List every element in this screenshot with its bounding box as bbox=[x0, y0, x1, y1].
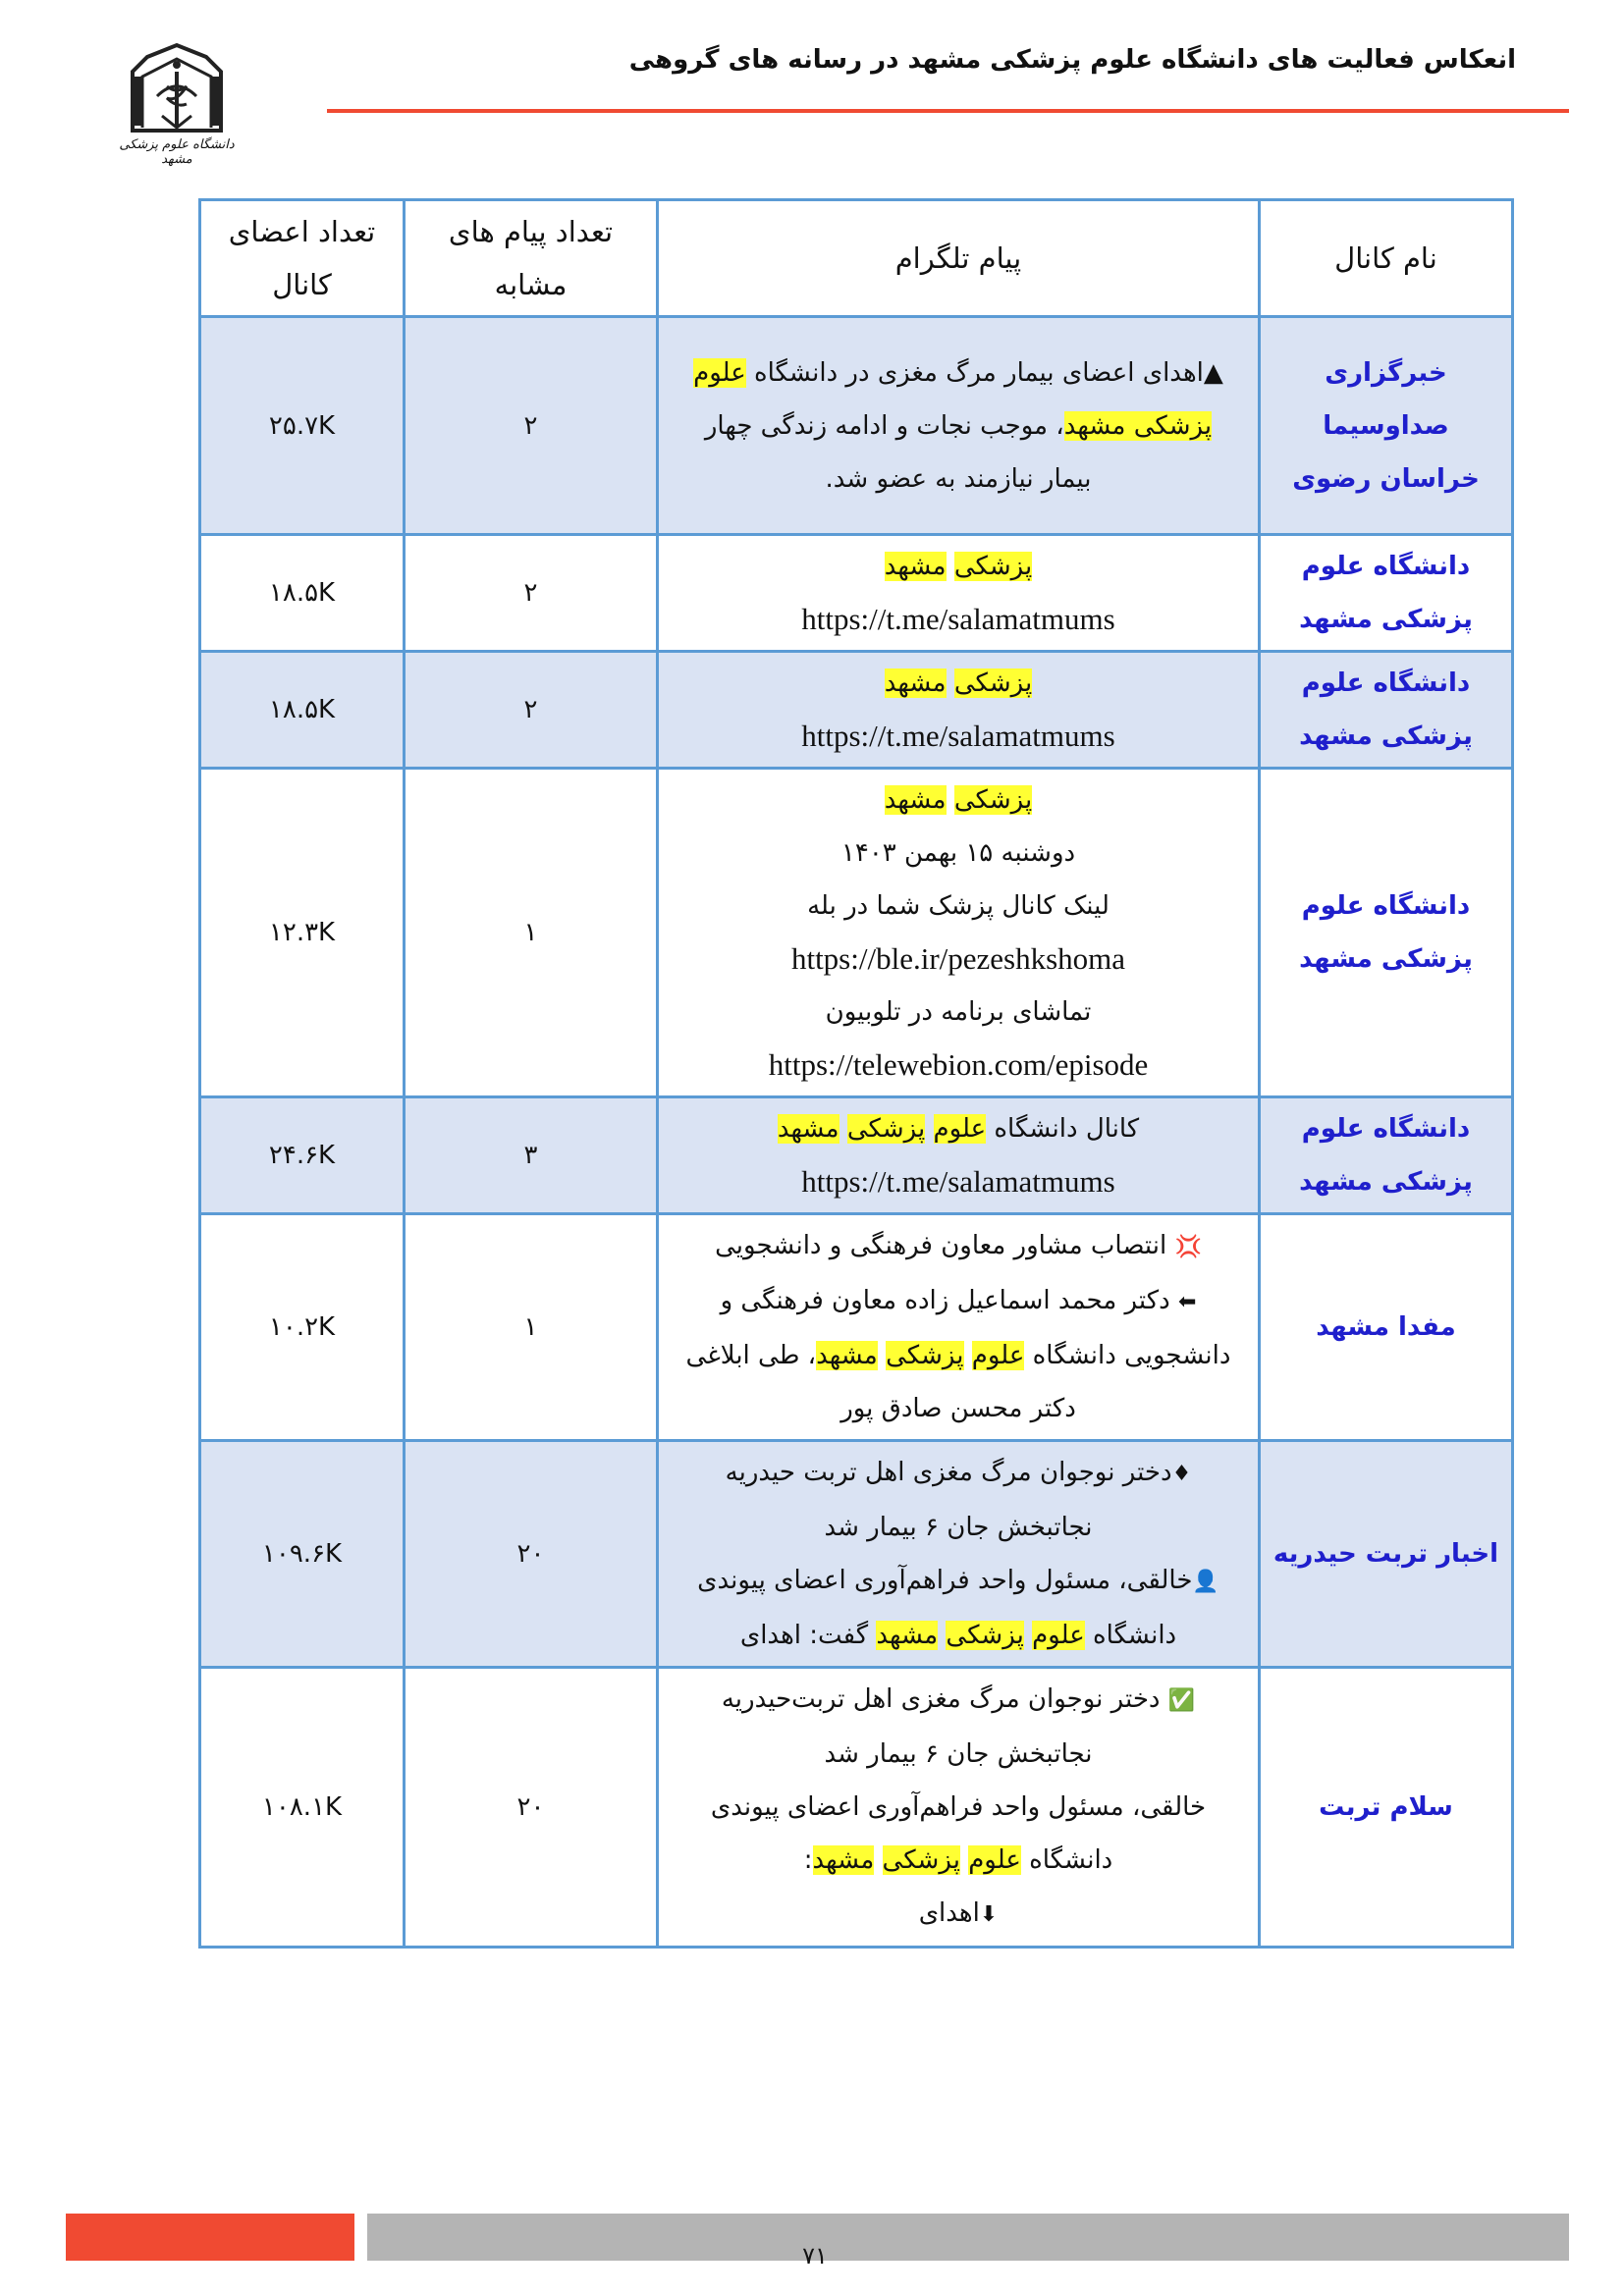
table-row bbox=[200, 1668, 1513, 1948]
message-line bbox=[669, 1834, 1248, 1887]
message-text bbox=[874, 1845, 882, 1875]
message-cell bbox=[658, 317, 1260, 535]
emoji-icon: ⬇ bbox=[979, 1902, 999, 1927]
similar-count-cell: ۱ bbox=[405, 769, 658, 1097]
message-line bbox=[669, 453, 1248, 506]
message-line bbox=[669, 1274, 1248, 1329]
highlighted-keyword: پزشکی bbox=[953, 668, 1033, 698]
message-cell bbox=[658, 652, 1260, 769]
message-line bbox=[669, 540, 1248, 593]
page-header-title: انعکاس فعالیت های دانشگاه علوم پزشکی مشهد در رسانه های گروهی bbox=[628, 45, 1516, 75]
message-text: دختر نوجوان مرگ مغزی اهل تربت‌حیدریه bbox=[721, 1684, 1168, 1714]
message-text: دانشگاه bbox=[1020, 1845, 1113, 1875]
message-line bbox=[669, 1887, 1248, 1942]
message-text bbox=[878, 1341, 886, 1370]
message-text: اهدای اعضای بیمار مرگ مغزی در دانشگاه bbox=[745, 357, 1204, 388]
message-line bbox=[669, 1781, 1248, 1834]
member-count-cell: ۱۰۸.۱K bbox=[200, 1668, 405, 1948]
message-line bbox=[669, 1446, 1248, 1501]
table-header-row bbox=[200, 200, 1513, 317]
message-line bbox=[669, 657, 1248, 710]
message-link: https://t.me/salamatmums bbox=[801, 719, 1115, 753]
member-count-cell: ۲۵.۷K bbox=[200, 317, 405, 535]
similar-count-cell: ۲ bbox=[405, 317, 658, 535]
message-text: لینک کانال پزشک شما در بله bbox=[807, 891, 1110, 921]
message-cell bbox=[658, 769, 1260, 1097]
channel-name-cell: مفدا مشهد bbox=[1260, 1214, 1513, 1441]
message-text bbox=[947, 785, 954, 815]
channel-name-cell: خبرگزاری صداوسیما خراسان رضوی bbox=[1260, 317, 1513, 535]
message-cell bbox=[658, 535, 1260, 652]
header-similar: تعداد پیام های مشابه bbox=[405, 200, 658, 317]
header-channel: نام کانال bbox=[1260, 200, 1513, 317]
message-line bbox=[669, 347, 1248, 400]
message-text bbox=[947, 552, 954, 581]
footer-red-bar bbox=[66, 2214, 354, 2261]
header-message: پیام تلگرام bbox=[658, 200, 1260, 317]
channel-name-cell: دانشگاه علوم پزشکی مشهد bbox=[1260, 769, 1513, 1097]
message-link: https://ble.ir/pezeshkshoma bbox=[790, 941, 1126, 976]
message-text: انتصاب مشاور معاون فرهنگی و دانشجویی bbox=[715, 1231, 1175, 1260]
message-line bbox=[669, 1102, 1248, 1155]
channel-name-cell: دانشگاه علوم پزشکی مشهد bbox=[1260, 1097, 1513, 1214]
message-cell bbox=[658, 1668, 1260, 1948]
similar-count-cell: ۲ bbox=[405, 535, 658, 652]
message-link: https://t.me/salamatmums bbox=[801, 1164, 1115, 1199]
message-cell bbox=[658, 1097, 1260, 1214]
message-text: گفت: اهدای bbox=[739, 1621, 877, 1650]
message-line bbox=[669, 774, 1248, 827]
highlighted-keyword: علوم bbox=[971, 1341, 1025, 1370]
emoji-icon: ✅ bbox=[1167, 1688, 1196, 1713]
similar-count-cell: ۲ bbox=[405, 652, 658, 769]
highlighted-keyword: مشهد bbox=[884, 668, 947, 698]
highlighted-keyword: علوم bbox=[933, 1114, 987, 1144]
emoji-icon: ⬅ bbox=[1177, 1290, 1197, 1314]
message-line bbox=[669, 880, 1248, 933]
emoji-icon: 💢 bbox=[1174, 1235, 1202, 1259]
message-link: https://telewebion.com/episode bbox=[768, 1047, 1149, 1082]
table-row bbox=[200, 652, 1513, 769]
table-row bbox=[200, 317, 1513, 535]
member-count-cell: ۲۴.۶K bbox=[200, 1097, 405, 1214]
message-text bbox=[1024, 1621, 1032, 1650]
table-row bbox=[200, 535, 1513, 652]
table-body bbox=[200, 317, 1513, 1948]
message-text bbox=[964, 1341, 972, 1370]
message-text: بیمار نیازمند به عضو شد. bbox=[825, 463, 1092, 494]
highlighted-keyword: مشهد bbox=[812, 1845, 875, 1875]
channel-name-cell: سلام تربت bbox=[1260, 1668, 1513, 1948]
message-line bbox=[669, 1554, 1248, 1609]
message-line bbox=[669, 1219, 1248, 1274]
message-text bbox=[839, 1114, 847, 1144]
message-text: کانال دانشگاه bbox=[986, 1114, 1140, 1144]
highlighted-keyword: مشهد bbox=[884, 785, 947, 815]
emoji-icon: 👤 bbox=[1192, 1570, 1219, 1594]
highlighted-keyword: پزشکی مشهد bbox=[1063, 410, 1213, 441]
message-line bbox=[669, 1673, 1248, 1728]
highlighted-keyword: علوم bbox=[968, 1845, 1021, 1875]
message-text bbox=[960, 1845, 968, 1875]
member-count-cell: ۱۰.۲K bbox=[200, 1214, 405, 1441]
message-line bbox=[669, 1728, 1248, 1781]
message-text: اهدای bbox=[918, 1898, 980, 1928]
message-text: خالقی، مسئول واحد فراهم‌آوری اعضای پیوندی bbox=[697, 1566, 1193, 1595]
highlighted-keyword: مشهد bbox=[816, 1341, 878, 1370]
message-link: https://t.me/salamatmums bbox=[801, 602, 1115, 636]
message-text: نجاتبخش جان ۶ بیمار شد bbox=[824, 1513, 1093, 1542]
message-line bbox=[669, 827, 1248, 880]
message-line bbox=[669, 986, 1248, 1039]
message-text bbox=[925, 1114, 933, 1144]
channel-name-cell: دانشگاه علوم پزشکی مشهد bbox=[1260, 535, 1513, 652]
similar-count-cell: ۱ bbox=[405, 1214, 658, 1441]
highlighted-keyword: پزشکی bbox=[886, 1341, 964, 1370]
highlighted-keyword: پزشکی bbox=[946, 1621, 1024, 1650]
message-line bbox=[669, 1501, 1248, 1554]
message-text: نجاتبخش جان ۶ بیمار شد bbox=[824, 1739, 1093, 1769]
telegram-channels-table bbox=[198, 198, 1514, 1949]
message-text: تماشای برنامه در تلوبیون bbox=[825, 997, 1092, 1027]
message-text: دانشجویی دانشگاه bbox=[1024, 1341, 1231, 1370]
highlighted-keyword: پزشکی bbox=[953, 785, 1033, 815]
table-row bbox=[200, 1441, 1513, 1668]
message-text: ▲ bbox=[1203, 357, 1223, 388]
member-count-cell: ۱۸.۵K bbox=[200, 652, 405, 769]
message-cell bbox=[658, 1441, 1260, 1668]
message-text: خالقی، مسئول واحد فراهم‌آوری اعضای پیوندی bbox=[710, 1792, 1207, 1822]
message-text bbox=[947, 668, 954, 698]
logo-caption: دانشگاه علوم پزشکی مشهد bbox=[119, 137, 235, 167]
message-text: دختر نوجوان مرگ مغزی اهل تربت حیدریه bbox=[725, 1458, 1172, 1487]
highlighted-keyword: مشهد bbox=[884, 552, 947, 581]
emoji-icon: ♦ bbox=[1171, 1462, 1192, 1486]
highlighted-keyword: پزشکی bbox=[882, 1845, 960, 1875]
message-line bbox=[669, 1382, 1248, 1435]
channel-name-cell: دانشگاه علوم پزشکی مشهد bbox=[1260, 652, 1513, 769]
message-text: دکتر محمد اسماعیل زاده معاون فرهنگی و bbox=[720, 1286, 1178, 1315]
message-text: ، موجب نجات و ادامه زندگی چهار bbox=[704, 410, 1064, 441]
message-text: ، طی ابلاغی bbox=[685, 1341, 817, 1370]
table-row bbox=[200, 1214, 1513, 1441]
message-text: دکتر محسن صادق پور bbox=[840, 1394, 1076, 1423]
footer-gray-bar bbox=[367, 2214, 1569, 2261]
highlighted-keyword: پزشکی bbox=[953, 552, 1033, 581]
highlighted-keyword: مشهد bbox=[777, 1114, 839, 1144]
member-count-cell: ۱۸.۵K bbox=[200, 535, 405, 652]
header-members: تعداد اعضای کانال bbox=[200, 200, 405, 317]
table-row bbox=[200, 769, 1513, 1097]
message-line bbox=[669, 400, 1248, 453]
member-count-cell: ۱۰۹.۶K bbox=[200, 1441, 405, 1668]
similar-count-cell: ۲۰ bbox=[405, 1441, 658, 1668]
page-number: ۷۱ bbox=[802, 2242, 828, 2269]
message-text: : bbox=[803, 1845, 813, 1875]
member-count-cell: ۱۲.۳K bbox=[200, 769, 405, 1097]
message-text: دانشگاه bbox=[1084, 1621, 1177, 1650]
similar-count-cell: ۳ bbox=[405, 1097, 658, 1214]
message-line bbox=[669, 1329, 1248, 1382]
table-row bbox=[200, 1097, 1513, 1214]
message-cell bbox=[658, 1214, 1260, 1441]
channel-name-cell: اخبار تربت حیدریه bbox=[1260, 1441, 1513, 1668]
highlighted-keyword: علوم bbox=[693, 357, 746, 388]
header-divider bbox=[327, 109, 1569, 113]
similar-count-cell: ۲۰ bbox=[405, 1668, 658, 1948]
highlighted-keyword: پزشکی bbox=[846, 1114, 926, 1144]
message-line bbox=[669, 1609, 1248, 1662]
highlighted-keyword: مشهد bbox=[876, 1621, 939, 1650]
highlighted-keyword: علوم bbox=[1032, 1621, 1085, 1650]
message-text: دوشنبه ۱۵ بهمن ۱۴۰۳ bbox=[840, 838, 1076, 868]
